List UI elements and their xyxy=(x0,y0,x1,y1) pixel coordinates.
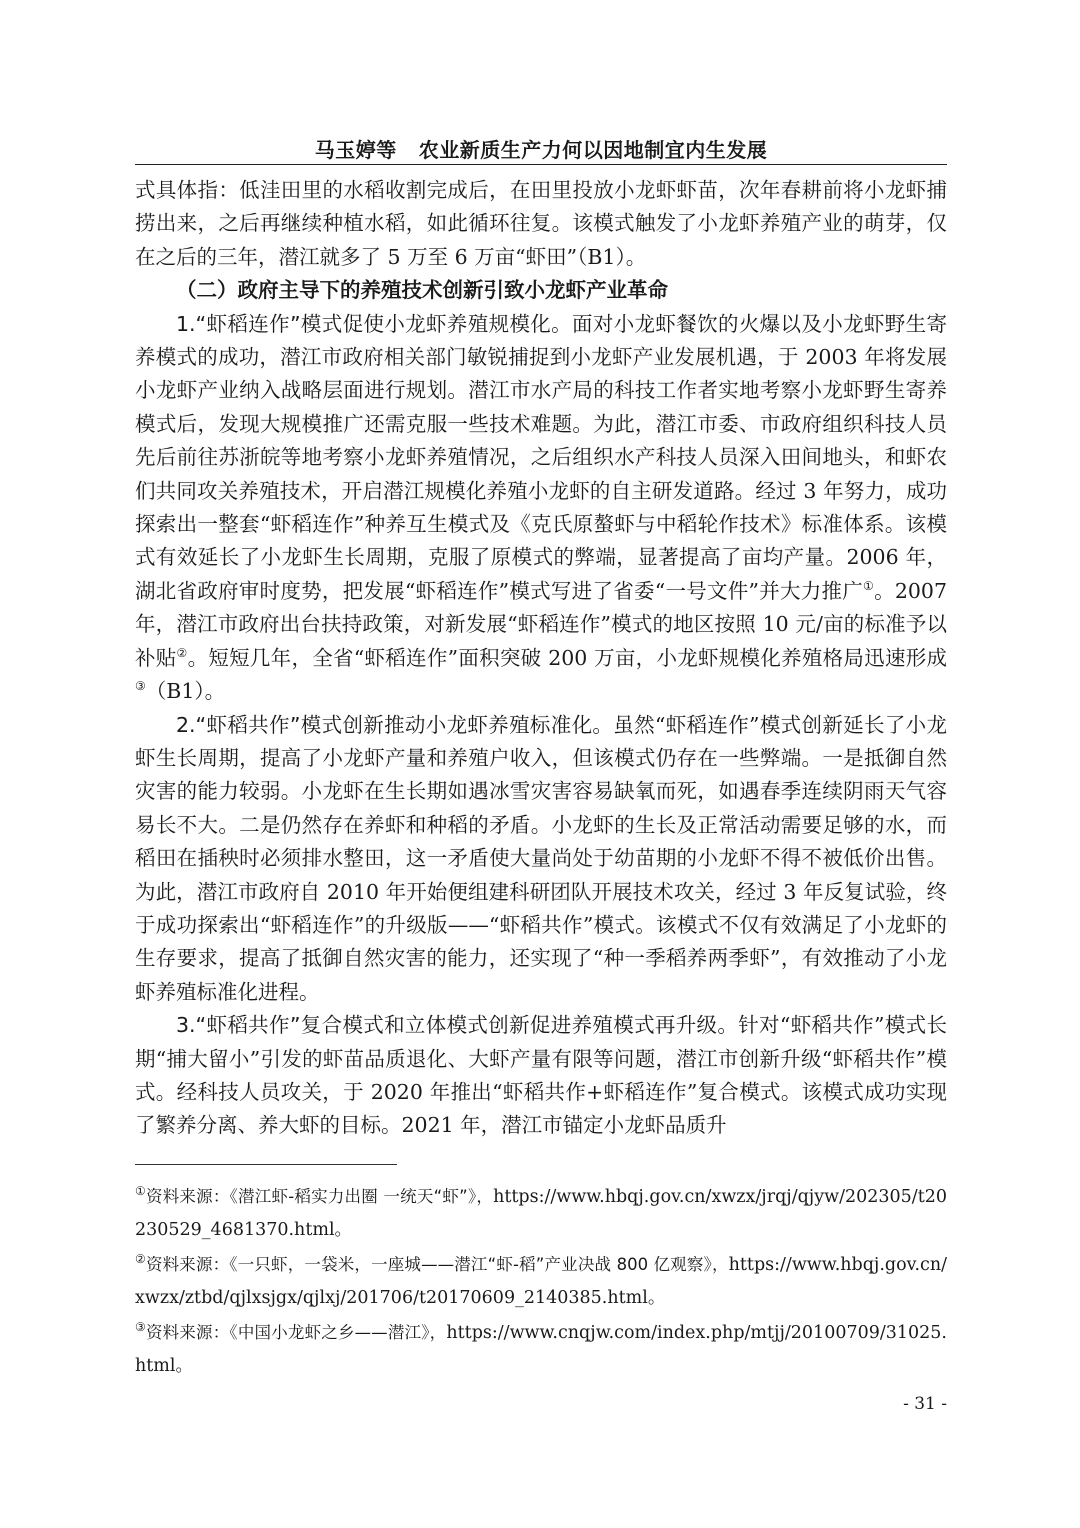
footnote-ref-1[interactable]: ① xyxy=(863,579,875,594)
footnotes xyxy=(135,1180,947,1384)
body-text xyxy=(135,174,947,1143)
paragraph-1-text-d: （B1）。 xyxy=(145,679,226,704)
paragraph-3-lead: 3.“虾稻共作”复合模式和立体模式创新促进养殖模式再升级。 xyxy=(176,1013,739,1038)
paragraph-2-lead: 2.“虾稻共作”模式创新推动小龙虾养殖标准化。 xyxy=(176,712,614,737)
footnote-2-mark: ② xyxy=(135,1252,146,1267)
paragraph-3 xyxy=(135,1009,947,1143)
footnote-3 xyxy=(135,1316,947,1383)
footnote-3-mark: ③ xyxy=(135,1320,146,1335)
paragraph-3-text: 针对“虾稻共作”模式长期“捕大留小”引发的虾苗品质退化、大虾产量有限等问题，潜江市创新升级“虾稻共作”模式。经科技人员攻关，于 2020 年推出“虾稻共作+虾稻连作”复合模式。该模式成功实现了繁养分离、养大虾的目标。2021 年，潜江市锚定小龙虾品质升 xyxy=(135,1013,947,1138)
header-title: 农业新质生产力何以因地制宜内生发展 xyxy=(418,138,768,162)
section-heading: （二）政府主导下的养殖技术创新引致小龙虾产业革命 xyxy=(176,278,668,303)
footnote-rule xyxy=(135,1164,397,1165)
paragraph-1-text-b: 。2007 年，潜江市政府出台扶持政策，对新发展“虾稻连作”模式的地区按照 10 元/亩的标准予以补贴 xyxy=(135,578,948,670)
paragraph-continued: 式具体指：低洼田里的水稻收割完成后，在田里投放小龙虾虾苗，次年春耕前将小龙虾捕捞出来，之后再继续种植水稻，如此循环往复。该模式触发了小龙虾养殖产业的萌芽，仅在之后的三年，潜江就多了 5 万至 6 万亩“虾田”（B1）。 xyxy=(135,178,947,269)
footnote-1 xyxy=(135,1180,947,1247)
paragraph-1 xyxy=(135,308,947,709)
header-authors: 马玉婷等 xyxy=(314,138,397,162)
footnote-3-source: 资料来源：《中国小龙虾之乡——潜江》， xyxy=(145,1323,447,1342)
footnote-ref-3[interactable]: ③ xyxy=(135,679,146,694)
paragraph-1-lead: 1.“虾稻连作”模式促使小龙虾养殖规模化。 xyxy=(176,311,572,336)
footnote-1-url[interactable]: https://www.hbqj.gov.cn/xwzx/jrqj/qjyw/202305/t20230529_4681370.html。 xyxy=(135,1187,947,1240)
footnote-2-source: 资料来源：《一只虾，一袋米，一座城——潜江“虾-稻”产业决战 800 亿观察》， xyxy=(145,1255,729,1274)
page-number: - 31 - xyxy=(903,1394,947,1414)
footnote-3-url[interactable]: https://www.cnqjw.com/index.php/mtjj/20100709/31025.html。 xyxy=(135,1323,947,1376)
footnote-1-source: 资料来源：《潜江虾-稻实力出圈 一统天“虾”》， xyxy=(145,1187,494,1206)
paragraph-1-text-a: 面对小龙虾餐饮的火爆以及小龙虾野生寄养模式的成功，潜江市政府相关部门敏锐捕捉到小龙虾产业发展机遇，于 2003 年将发展小龙虾产业纳入战略层面进行规划。潜江市水产局的科技工作者实地考察小龙虾野生寄养模式后，发现大规模推广还需克服一些技术难题。为此，潜江市委、市政府组织科技人员先后前往苏浙皖等地考察小龙虾养殖情况，之后组织水产科技人员深入田间地头，和虾农们共同攻关养殖技术，开启潜江规模化养殖小龙虾的自主研发道路。经过 3 年努力，成功探索出一整套“虾稻连作”种养互生模式及《克氏原螯虾与中稻轮作技术》标准体系。该模式有效延长了小龙虾生长周期，克服了原模式的弊端，显著提高了亩均产量。2006 年，湖北省政府审时度势，把发展“虾稻连作”模式写进了省委“一号文件”并大力推广 xyxy=(135,311,947,603)
paragraph-2-text: 虽然“虾稻连作”模式创新延长了小龙虾生长周期，提高了小龙虾产量和养殖户收入，但该模式仍存在一些弊端。一是抵御自然灾害的能力较弱。小龙虾在生长期如遇冰雪灾害容易缺氧而死，如遇春季连续阴雨天气容易长不大。二是仍然存在养虾和种稻的矛盾。小龙虾的生长及正常活动需要足够的水，而稻田在插秧时必须排水整田，这一矛盾使大量尚处于幼苗期的小龙虾不得不被低价出售。为此，潜江市政府自 2010 年开始便组建科研团队开展技术攻关，经过 3 年反复试验，终于成功探索出“虾稻连作”的升级版——“虾稻共作”模式。该模式不仅有效满足了小龙虾的生存要求，提高了抵御自然灾害的能力，还实现了“种一季稻养两季虾”，有效推动了小龙虾养殖标准化进程。 xyxy=(135,712,947,1004)
running-header xyxy=(135,134,947,163)
footnote-ref-2[interactable]: ② xyxy=(176,645,188,660)
footnote-2 xyxy=(135,1248,947,1315)
footnote-1-mark: ① xyxy=(135,1184,146,1199)
paragraph-2 xyxy=(135,709,947,1010)
footnote-2-url[interactable]: https://www.hbqj.gov.cn/xwzx/ztbd/qjlxsjgx/qjlxj/201706/t20170609_2140385.html。 xyxy=(135,1255,947,1308)
header-rule xyxy=(135,164,947,165)
paragraph-1-text-c: 。短短几年，全省“虾稻连作”面积突破 200 万亩，小龙虾规模化养殖格局迅速形成 xyxy=(187,645,947,670)
